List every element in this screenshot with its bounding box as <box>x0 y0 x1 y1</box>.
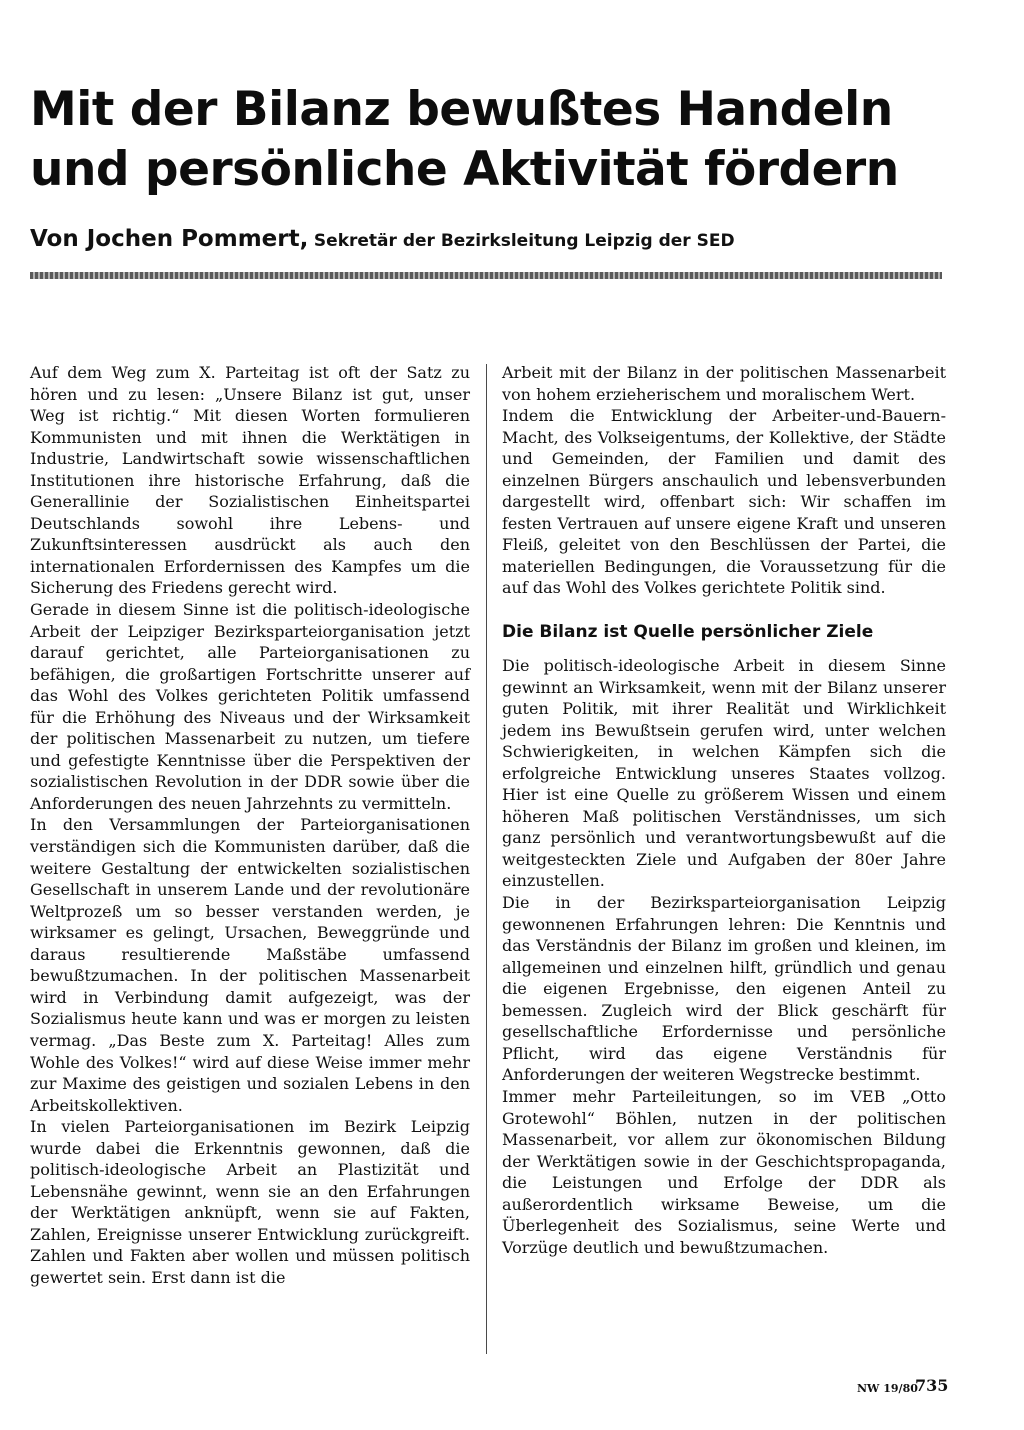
paragraph: Die in der Bezirksparteiorganisation Leipzig gewonnenen Erfahrungen lehren: Die Kenntnis und das Verständnis der Bilanz im großen und kleinen, im allgemeinen und einzelnen hilft, gründlich und genau die eigenen Ergebnisse, den eigenen Anteil zu bemessen. Zugleich wird der Blick geschärft für gesellschaftliche Erfordernisse und persönliche Pflicht, wird das eigene Verständnis für Anforderungen der weiteren Wegstrecke bestimmt. <box>502 893 946 1085</box>
headline-line-2: und persönliche Aktivität fördern <box>30 142 899 197</box>
paragraph: In den Versammlungen der Parteiorganisationen verständigen sich die Kommunisten darüber, daß die weitere Gestaltung der entwickelten sozialistischen Gesellschaft in unserem Lande und der revolutionäre Weltprozeß um so besser verstanden werden, je wirksamer es gelingt, Ursachen, Beweggründe und daraus resultierende Maßstäbe umfassend bewußtzumachen. In der politischen Massenarbeit wird in Verbindung damit aufgezeigt, was der Sozialismus heute kann und was er morgen zu leisten vermag. „Das Beste zum X. Parteitag! Alles zum Wohle des Volkes!“ wird auf diese Weise immer mehr zur Maxime des geistigen und sozialen Lebens in den Arbeitskollektiven. <box>30 815 470 1115</box>
headline <box>30 80 990 200</box>
headline-line-1: Mit der Bilanz bewußtes Handeln <box>30 82 893 137</box>
byline <box>30 226 990 252</box>
issue-reference: NW 19/80 <box>857 1382 918 1395</box>
column-divider <box>486 364 487 1354</box>
header-rule <box>30 272 942 279</box>
byline-author: Von Jochen Pommert, <box>30 226 309 252</box>
paragraph: Indem die Entwicklung der Arbeiter-und-Bauern-Macht, des Volkseigentums, der Kollektive, der Städte und Gemeinden, der Familien und damit des einzelnen Bürgers anschaulich und lebensverbunden dargestellt wird, offenbart sich: Wir schaffen im festen Vertrauen auf unsere eigene Kraft und unseren Fleiß, geleitet von den Beschlüssen der Partei, die materiellen Bedingungen, die Voraussetzung für die auf das Wohl des Volkes gerichtete Politik sind. <box>502 406 946 598</box>
paragraph: Die politisch-ideologische Arbeit in diesem Sinne gewinnt an Wirksamkeit, wenn mit der Bilanz unserer guten Politik, mit ihrer Realität und Wirklichkeit jedem ins Bewußtsein gerufen wird, unter welchen Schwierigkeiten, in welchen Kämpfen sich die erfolgreiche Entwicklung unseres Staates vollzog. Hier ist eine Quelle zu größerem Wissen und einem höheren Maß politischen Verständnisses, um sich ganz persönlich und verantwortungsbewußt auf die weitgesteckten Ziele und Aufgaben der 80er Jahre einzustellen. <box>502 656 946 891</box>
right-column <box>502 362 946 1258</box>
paragraph: Arbeit mit der Bilanz in der politischen Massenarbeit von hohem erzieherischem und moralischem Wert. <box>502 363 946 404</box>
paragraph: Auf dem Weg zum X. Parteitag ist oft der Satz zu hören und zu lesen: „Unsere Bilanz ist gut, unser Weg ist richtig.“ Mit diesen Worten formulieren Kommunisten und mit ihnen die Werktätigen in Industrie, Landwirtschaft sowie wissenschaftlichen Institutionen ihre historische Erfahrung, daß die Generallinie der Sozialistischen Einheitspartei Deutschlands sowohl ihre Lebens- und Zukunftsinteressen ausdrückt als auch den internationalen Erfordernissen des Kampfes um die Sicherung des Friedens gerecht wird. <box>30 363 470 598</box>
paragraph: Gerade in diesem Sinne ist die politisch-ideologische Arbeit der Leipziger Bezirksparteiorganisation jetzt darauf gerichtet, alle Parteiorganisationen zu befähigen, die großartigen Fortschritte unserer auf das Wohl des Volkes gerichteten Politik umfassend für die Erhöhung des Niveaus und der Wirksamkeit der politischen Massenarbeit zu nutzen, um tiefere und gefestigte Kenntnisse über die Perspektiven der sozialistischen Revolution in der DDR sowie über die Anforderungen des neuen Jahrzehnts zu vermitteln. <box>30 600 470 813</box>
page-number: 735 <box>915 1376 949 1395</box>
byline-role: Sekretär der Bezirksleitung Leipzig der SED <box>313 231 735 251</box>
left-column <box>30 362 470 1289</box>
paragraph: In vielen Parteiorganisationen im Bezirk Leipzig wurde dabei die Erkenntnis gewonnen, daß die politisch-ideologische Arbeit an Plastizität und Lebensnähe gewinnt, wenn sie an den Erfahrungen der Werktätigen anknüpft, wenn sie auf Fakten, Zahlen, Ereignisse unserer Entwicklung zurückgreift. Zahlen und Fakten aber wollen und müssen politisch gewertet sein. Erst dann ist die <box>30 1117 470 1287</box>
section-subheading: Die Bilanz ist Quelle persönlicher Ziele <box>502 622 874 643</box>
paragraph: Immer mehr Parteileitungen, so im VEB „Otto Grotewohl“ Böhlen, nutzen in der politischen Massenarbeit, vor allem zur ökonomischen Bildung der Werktätigen sowie in der Geschichtspropaganda, die Leistungen und Erfolge der DDR als außerordentlich wirksame Beweise, um die Überlegenheit des Sozialismus, seine Werte und Vorzüge deutlich und bewußtzumachen. <box>502 1086 946 1257</box>
